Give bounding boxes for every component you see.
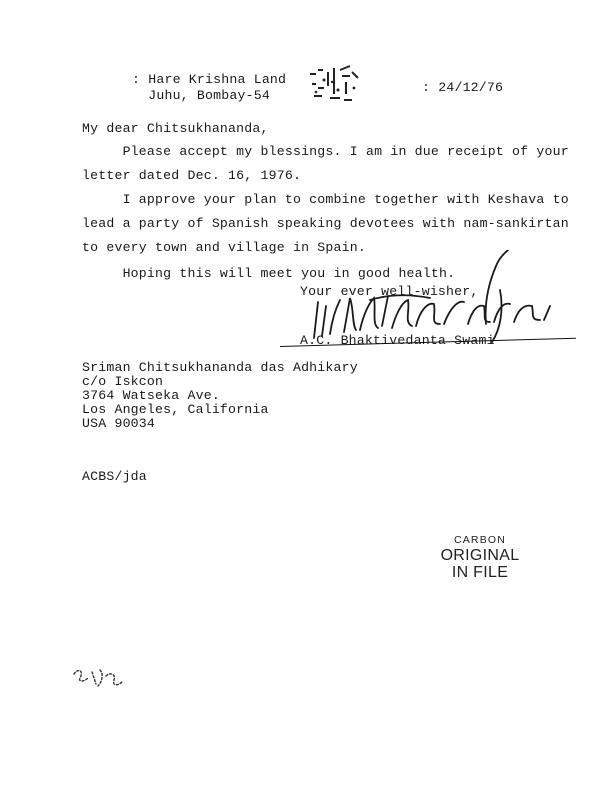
closing: Your ever well-wisher, (300, 284, 479, 299)
salutation: My dear Chitsukhananda, (82, 121, 269, 136)
recipient-line-1: Sriman Chitsukhananda das Adhikary (82, 360, 358, 375)
paragraph-1-line-1: Please accept my blessings. I am in due receipt of your (82, 144, 569, 159)
handwritten-signature-icon (300, 250, 560, 350)
address-line-1: : Hare Krishna Land (132, 72, 287, 87)
seal-mark-icon (304, 62, 364, 106)
handwritten-mark-icon (70, 664, 126, 694)
paragraph-2-line-2: lead a party of Spanish speaking devotees with nam-sankirtan (82, 216, 569, 231)
stamp-line-2: ORIGINAL (440, 547, 520, 564)
recipient-line-4: Los Angeles, California (82, 402, 269, 417)
carbon-stamp (436, 533, 524, 581)
paragraph-1-line-2: letter dated Dec. 16, 1976. (82, 168, 302, 183)
recipient-line-2: c/o Iskcon (82, 374, 164, 389)
recipient-line-3: 3764 Watseka Ave. (82, 388, 220, 403)
stamp-line-1: CARBON (453, 534, 507, 546)
recipient-address (82, 361, 358, 431)
paragraph-1 (82, 140, 569, 188)
reference-initials: ACBS/jda (82, 469, 147, 484)
paragraph-2-line-3: to every town and village in Spain. (82, 240, 366, 255)
address-line-2: Juhu, Bombay-54 (132, 88, 270, 103)
letter-date: : 24/12/76 (422, 80, 504, 95)
paragraph-2-line-1: I approve your plan to combine together with Keshava to (82, 192, 569, 207)
letterhead-address (132, 72, 286, 104)
stamp-line-3: IN FILE (451, 564, 509, 581)
paragraph-3: Hoping this will meet you in good health. (82, 266, 456, 281)
recipient-line-5: USA 90034 (82, 416, 156, 431)
typed-signature: A.C. Bhaktivedanta Swami (300, 333, 495, 348)
